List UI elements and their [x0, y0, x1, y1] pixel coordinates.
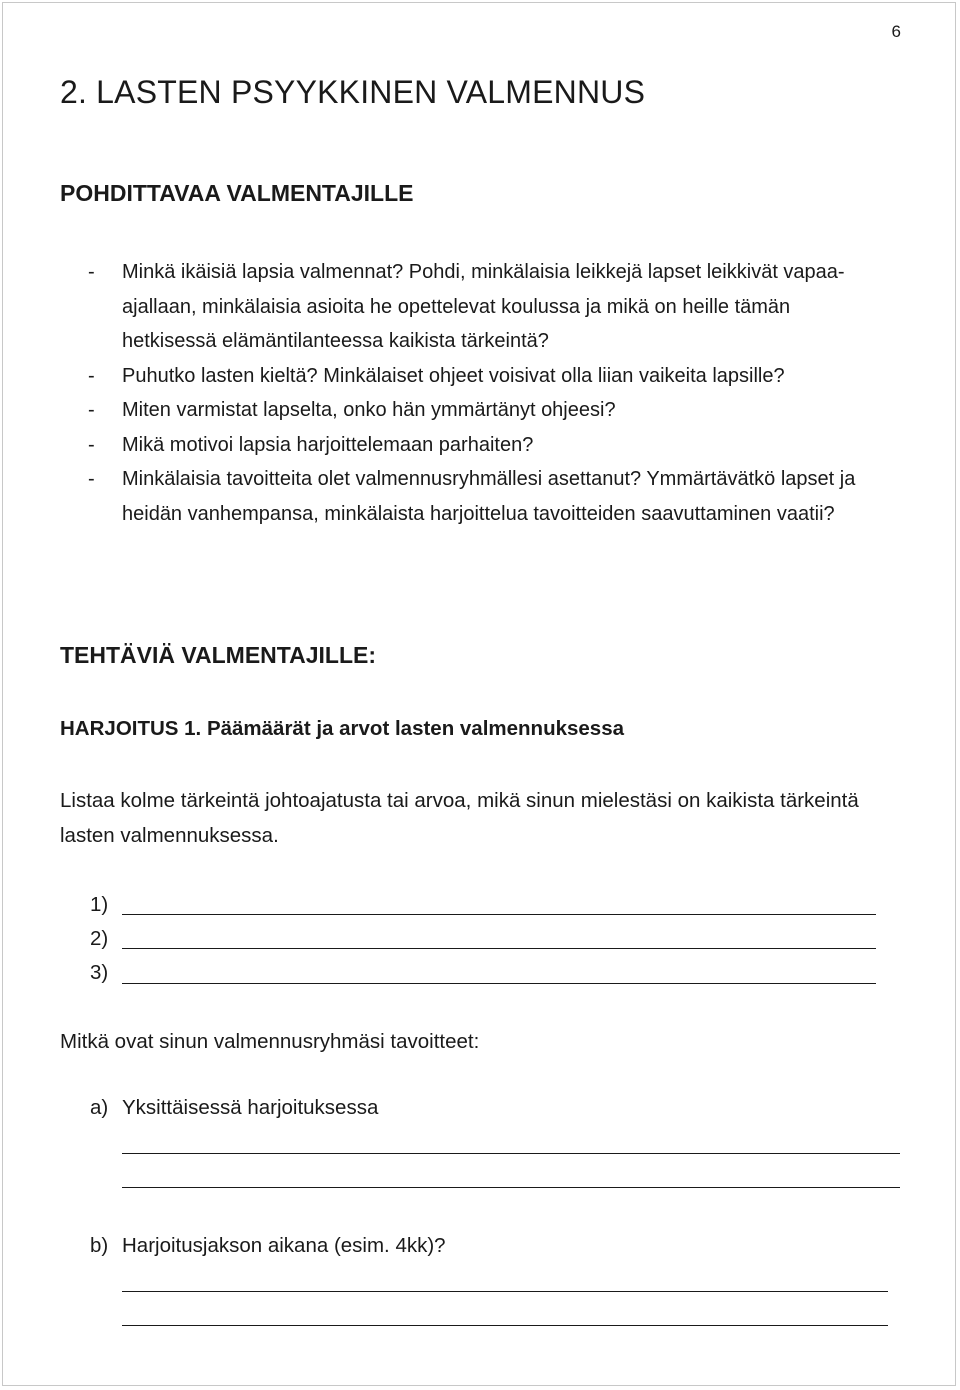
answer-number: 1)	[90, 893, 109, 916]
bullet-dash: -	[88, 468, 95, 490]
bullet-dash: -	[88, 399, 95, 421]
goal-marker: b)	[90, 1234, 109, 1257]
answer-line-1[interactable]	[122, 914, 876, 915]
list-item-text: Minkä ikäisiä lapsia valmennat? Pohdi, minkälaisia leikkejä lapset leikkivät vapaa-ajallaan, minkälaisia asioita he opettelevat koulussa ja mikä on heille tämän hetkisessä elämäntilanteessa kaikista tärkeintä?	[122, 261, 845, 352]
exercise-title: HARJOITUS 1. Päämäärät ja arvot lasten valmennuksessa	[60, 717, 625, 740]
goal-label: Harjoitusjakson aikana (esim. 4kk)?	[122, 1234, 446, 1257]
page-number: 6	[891, 22, 901, 41]
exercise-instruction: Listaa kolme tärkeintä johtoajatusta tai arvoa, mikä sinun mielestäsi on kaikista tärkeintä lasten valmennuksessa.	[60, 789, 859, 847]
page-frame	[2, 2, 956, 1386]
bullet-dash: -	[88, 433, 95, 456]
list-item	[60, 359, 880, 394]
section-heading-pohdittavaa: POHDITTAVAA VALMENTAJILLE	[60, 180, 414, 206]
answer-line-3[interactable]	[122, 983, 876, 984]
list-item	[60, 393, 880, 428]
answer-line-2[interactable]	[122, 948, 876, 949]
answer-number: 2)	[90, 927, 109, 950]
list-item-text: Puhutko lasten kieltä? Minkälaiset ohjeet voisivat olla liian vaikeita lapsille?	[122, 364, 785, 387]
section-heading-tehtavia: TEHTÄVIÄ VALMENTAJILLE:	[60, 642, 377, 668]
goal-b-line-1[interactable]	[122, 1291, 888, 1292]
bullet-dash: -	[88, 261, 95, 283]
goal-marker: a)	[90, 1096, 109, 1119]
list-item	[60, 255, 880, 359]
goal-label: Yksittäisessä harjoituksessa	[122, 1096, 379, 1119]
goal-a-line-1[interactable]	[122, 1153, 900, 1154]
list-item	[60, 462, 880, 531]
goal-b-line-2[interactable]	[122, 1325, 888, 1326]
page-title: 2. LASTEN PSYYKKINEN VALMENNUS	[60, 74, 646, 110]
list-item-text: Minkälaisia tavoitteita olet valmennusryhmällesi asettanut? Ymmärtävätkö lapset ja heidän vanhempansa, minkälaista harjoittelua tavoitteiden saavuttaminen vaatii?	[122, 468, 856, 525]
goal-a-line-2[interactable]	[122, 1187, 900, 1188]
list-item	[60, 428, 880, 463]
bullet-dash: -	[88, 364, 95, 387]
goals-question: Mitkä ovat sinun valmennusryhmäsi tavoitteet:	[60, 1030, 480, 1053]
list-item-text: Miten varmistat lapselta, onko hän ymmärtänyt ohjeesi?	[122, 399, 616, 421]
question-list	[60, 255, 880, 531]
list-item-text: Mikä motivoi lapsia harjoittelemaan parhaiten?	[122, 433, 534, 456]
answer-number: 3)	[90, 961, 109, 984]
